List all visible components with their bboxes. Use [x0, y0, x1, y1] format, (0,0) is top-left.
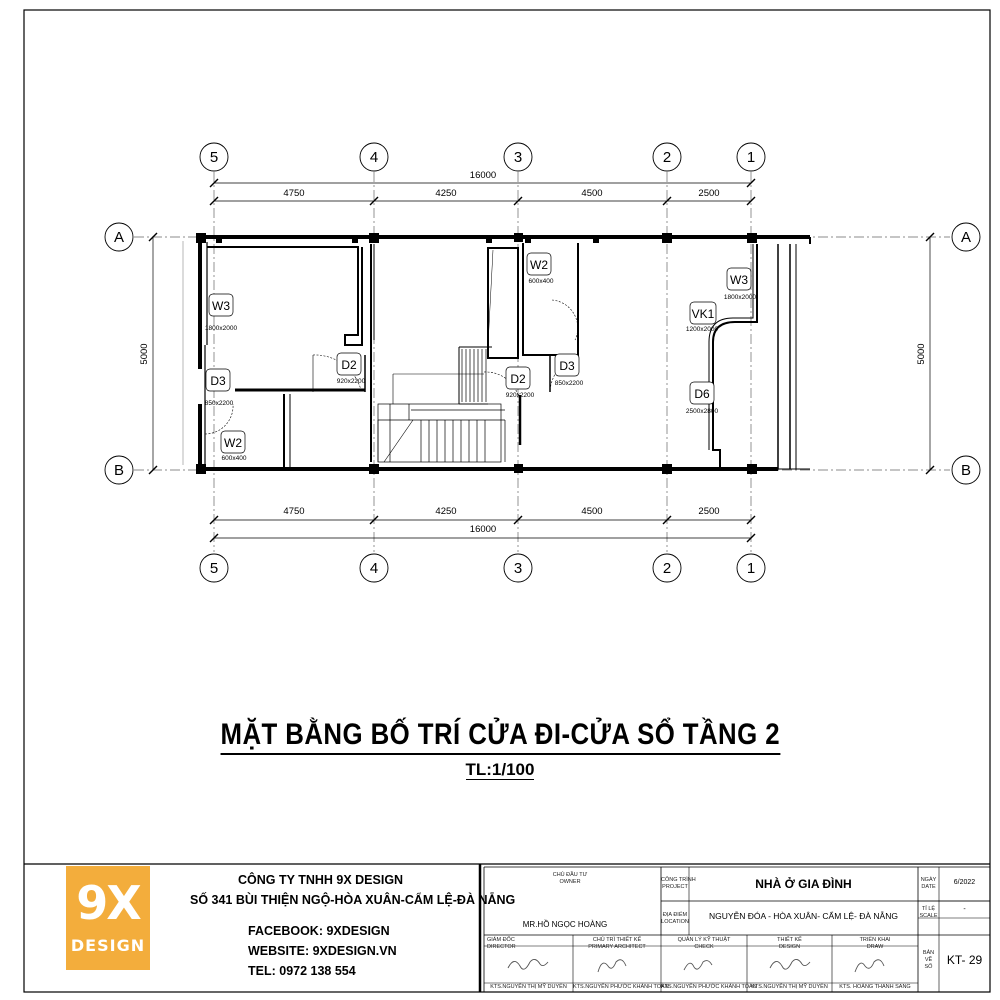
- grid-bubble-2-top: [653, 143, 681, 171]
- svg-text:W2: W2: [530, 258, 548, 272]
- grid-bubble-5-top: [200, 143, 228, 171]
- tag-d2-left: [337, 353, 366, 385]
- dimension-texts: [139, 170, 927, 535]
- svg-text:5: 5: [209, 560, 219, 577]
- tag-d2-center: [506, 367, 535, 399]
- tag-d3-center: [555, 354, 584, 387]
- svg-text:850x2200: 850x2200: [204, 400, 234, 407]
- dim-span-4-bottom: 2500: [698, 506, 720, 517]
- role-draw-name: KTS. HOÀNG THANH SANG: [839, 984, 911, 990]
- grid-bubble-a-right: [952, 223, 980, 251]
- dimension-ticks: [149, 179, 934, 542]
- svg-text:W3: W3: [212, 299, 230, 313]
- svg-text:D2: D2: [341, 358, 357, 372]
- owner-label: CHỦ ĐẦU TƯ OWNER: [552, 872, 588, 885]
- role-design-name: KTS.NGUYỄN THỊ MỸ DUYÊN: [751, 984, 828, 990]
- svg-text:5: 5: [209, 149, 219, 166]
- company-website: WEBSITE: 9XDESIGN.VN: [248, 944, 397, 958]
- location-label: ĐỊA ĐIỂM LOCATION: [661, 912, 689, 925]
- company-facebook: FACEBOOK: 9XDESIGN: [248, 924, 390, 938]
- dim-height-left: 5000: [139, 343, 150, 365]
- dim-span-4-top: 2500: [698, 188, 720, 199]
- company-logo: [66, 866, 150, 970]
- dim-span-3-bottom: 4500: [581, 506, 603, 517]
- role-director-name: KTS.NGUYỄN THỊ MỸ DUYÊN: [490, 984, 567, 990]
- tag-d6: [686, 382, 719, 415]
- role-architect-name: KTS.NGUYỄN PHƯỚC KHÁNH TOÀN: [573, 984, 669, 990]
- date-value: 6/2022: [953, 879, 976, 886]
- role-design-label: THIẾT KẾ DESIGN: [777, 937, 802, 950]
- svg-text:W3: W3: [730, 273, 748, 287]
- role-director-label: GIÁM ĐỐC DIRECTOR: [487, 937, 516, 950]
- svg-text:920x2200: 920x2200: [336, 378, 366, 385]
- grid-bubble-2-bottom: [653, 554, 681, 582]
- drawing-title: MẶT BẰNG BỐ TRÍ CỬA ĐI-CỬA SỔ TẦNG 2: [0, 718, 1000, 755]
- svg-text:1800x2000: 1800x2000: [723, 294, 757, 301]
- svg-text:3: 3: [513, 560, 523, 577]
- grid-bubble-b-left: [105, 456, 133, 484]
- opening-tags: [205, 253, 757, 462]
- tag-w2-center: [527, 253, 554, 285]
- signatures: [508, 959, 884, 972]
- svg-text:920x2200: 920x2200: [505, 392, 535, 399]
- svg-text:3: 3: [513, 149, 523, 166]
- grid-bubble-3-bottom: [504, 554, 532, 582]
- company-phone: TEL: 0972 138 554: [248, 964, 356, 978]
- svg-text:1200x2000: 1200x2000: [685, 326, 719, 333]
- svg-text:D6: D6: [694, 387, 710, 401]
- grid-lines: [134, 172, 950, 552]
- dim-span-1-bottom: 4750: [283, 506, 305, 517]
- scale-value: -: [963, 906, 966, 913]
- date-label: NGÀY DATE: [920, 877, 937, 890]
- grid-bubble-4-bottom: [360, 554, 388, 582]
- dim-overall-bottom: 16000: [469, 524, 497, 535]
- project-value: NHÀ Ở GIA ĐÌNH: [755, 877, 852, 891]
- dim-span-3-top: 4500: [581, 188, 603, 199]
- svg-text:1800x2000: 1800x2000: [204, 325, 238, 332]
- svg-text:600x400: 600x400: [221, 455, 247, 462]
- staircase: [378, 250, 505, 462]
- svg-text:1: 1: [746, 149, 756, 166]
- walls: [198, 237, 810, 469]
- tag-w2-left: [221, 431, 247, 462]
- owner-value: MR.HỒ NGỌC HOÀNG: [522, 920, 608, 929]
- svg-text:1: 1: [746, 560, 756, 577]
- grid-bubble-b-right: [952, 456, 980, 484]
- sheet-number: KT- 29: [946, 953, 983, 967]
- role-architect-label: CHỦ TRÌ THIẾT KẾ PRIMARY ARCHITECT: [588, 937, 646, 950]
- svg-text:D2: D2: [510, 372, 526, 386]
- svg-text:2: 2: [662, 149, 672, 166]
- location-value: NGUYỄN ĐÓA - HÒA XUÂN- CẨM LỆ- ĐÀ NẴNG: [709, 911, 898, 921]
- svg-text:850x2200: 850x2200: [554, 380, 584, 387]
- svg-text:2: 2: [662, 560, 672, 577]
- dim-span-1-top: 4750: [283, 188, 305, 199]
- project-label: CÔNG TRÌNH PROJECT: [661, 877, 696, 890]
- role-draw-label: TRIỂN KHAI DRAW: [859, 937, 891, 950]
- dim-overall-top: 16000: [469, 170, 497, 181]
- tag-d3-left: [205, 369, 234, 407]
- company-address: SỐ 341 BÙI THIỆN NGỘ-HÒA XUÂN-CẨM LỆ-ĐÀ NẴNG: [190, 893, 516, 907]
- svg-text:A: A: [113, 229, 125, 246]
- svg-text:VK1: VK1: [691, 307, 715, 321]
- grid-bubble-3-top: [504, 143, 532, 171]
- dim-span-2-top: 4250: [435, 188, 457, 199]
- columns: [196, 233, 757, 474]
- tag-vk1: [686, 302, 719, 333]
- sheet-label: BẢN VẼ SỐ: [922, 950, 935, 970]
- grid-bubble-1-bottom: [737, 554, 765, 582]
- svg-text:B: B: [960, 462, 972, 479]
- drawing-scale: TL:1/100: [465, 760, 535, 779]
- grid-bubbles: [105, 143, 980, 582]
- logo-sub-text: DESIGN: [70, 936, 146, 955]
- grid-bubble-a-left: [105, 223, 133, 251]
- svg-text:W2: W2: [224, 436, 242, 450]
- role-check-name: KTS.NGUYỄN PHƯỚC KHÁNH TOÀN: [661, 984, 757, 990]
- svg-text:A: A: [960, 229, 972, 246]
- grid-bubble-4-top: [360, 143, 388, 171]
- svg-text:600x400: 600x400: [528, 278, 554, 285]
- tag-w3-right: [724, 268, 757, 301]
- scale-label: TỈ LỆ SCALE: [919, 906, 938, 919]
- svg-text:4: 4: [369, 560, 379, 577]
- dim-span-2-bottom: 4250: [435, 506, 457, 517]
- svg-text:D3: D3: [210, 374, 226, 388]
- logo-main-text: 9X: [76, 876, 140, 930]
- svg-text:4: 4: [369, 149, 379, 166]
- grid-bubble-5-bottom: [200, 554, 228, 582]
- svg-text:B: B: [113, 462, 125, 479]
- svg-text:D3: D3: [559, 359, 575, 373]
- tag-w3-left: [205, 294, 238, 332]
- company-name: CÔNG TY TNHH 9X DESIGN: [238, 873, 404, 887]
- dim-height-right: 5000: [916, 343, 927, 365]
- grid-bubble-1-top: [737, 143, 765, 171]
- svg-text:2500x2800: 2500x2800: [685, 408, 719, 415]
- role-check-label: QUẢN LÝ KỸ THUẬT CHECK: [677, 937, 731, 950]
